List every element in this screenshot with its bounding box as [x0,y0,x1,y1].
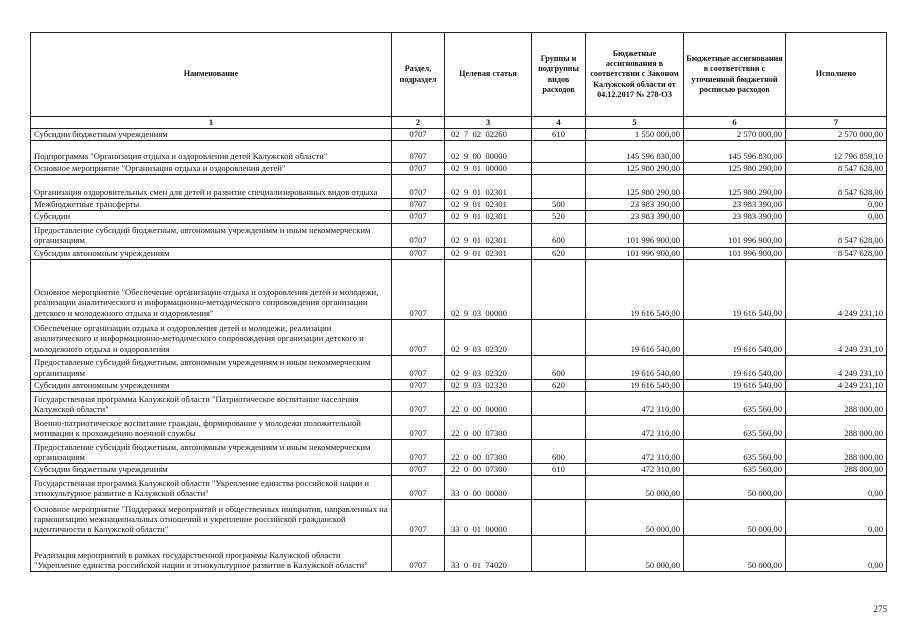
row-article: 02 9 01 02301 [445,223,532,247]
col-number: 1 [31,117,392,129]
row-group [532,141,586,163]
row-name: Предоставление субсидий бюджетным, автономным учреждениям и иным некоммерческим организациям [31,355,392,379]
row-law: 125 980 290,00 [586,163,684,175]
row-section: 0707 [392,355,445,379]
row-article: 02 7 02 02260 [445,129,532,141]
row-section: 0707 [392,319,445,355]
table-row [31,319,887,355]
row-law: 50 000,00 [586,535,684,571]
header-groups: Группы и подгруппы видов расходов [532,33,586,117]
row-updated: 125 980 290,00 [684,175,786,199]
row-section: 0707 [392,535,445,571]
row-updated: 101 996 900,00 [684,223,786,247]
row-name: Реализация мероприятий в рамках государственной программы Калужской области "Укрепление единства российской нации и этнокультурное развитие в Калужской области" [31,535,392,571]
row-executed: 288 000,00 [786,463,887,475]
row-executed: 4 249 231,10 [786,355,887,379]
table-row [31,259,887,319]
row-section: 0707 [392,475,445,499]
row-law: 19 616 540,00 [586,355,684,379]
row-executed: 4 249 231,10 [786,319,887,355]
row-section: 0707 [392,499,445,535]
col-number: 3 [445,117,532,129]
col-number: 4 [532,117,586,129]
row-updated: 125 980 290,00 [684,163,786,175]
row-article: 02 9 01 02301 [445,199,532,211]
row-article: 02 9 01 02301 [445,247,532,259]
table-row [31,211,887,223]
row-group [532,415,586,439]
row-executed: 2 570 000,00 [786,129,887,141]
row-updated: 635 560,00 [684,439,786,463]
row-article: 02 9 00 00000 [445,141,532,163]
row-updated: 50 000,00 [684,535,786,571]
row-group [532,499,586,535]
row-group [532,259,586,319]
row-name: Предоставление субсидий бюджетным, автономным учреждениям и иным некоммерческим организациям [31,439,392,463]
row-group [532,391,586,415]
row-law: 50 000,00 [586,499,684,535]
table-row [31,223,887,247]
row-section: 0707 [392,259,445,319]
row-updated: 635 560,00 [684,391,786,415]
table-row [31,415,887,439]
row-executed: 288 000,00 [786,415,887,439]
row-executed: 288 000,00 [786,439,887,463]
row-executed: 0,00 [786,499,887,535]
header-section: Раздел, подраздел [392,33,445,117]
table-row [31,535,887,571]
row-name: Основное мероприятие "Организация отдыха и оздоровления детей" [31,163,392,175]
col-number: 7 [786,117,887,129]
row-law: 19 616 540,00 [586,259,684,319]
header-row [31,33,887,117]
row-section: 0707 [392,439,445,463]
column-numbers-row [31,117,887,129]
row-section: 0707 [392,415,445,439]
table-row [31,141,887,163]
row-executed: 0,00 [786,211,887,223]
row-law: 50 000,00 [586,475,684,499]
row-name: Обеспечение организации отдыха и оздоровления детей и молодежи, реализации аналитического и информационно-методического сопровождения организации детского и молодежного отдыха и оздоровления [31,319,392,355]
row-law: 125 980 290,00 [586,175,684,199]
row-law: 472 310,00 [586,463,684,475]
row-executed: 288 000,00 [786,391,887,415]
table-row [31,163,887,175]
row-name: Государственная программа Калужской области "Патриотическое воспитание населения Калужской области" [31,391,392,415]
row-section: 0707 [392,379,445,391]
row-article: 22 0 00 07300 [445,439,532,463]
row-section: 0707 [392,129,445,141]
row-updated: 19 616 540,00 [684,259,786,319]
header-article: Целевая статья [445,33,532,117]
row-group: 600 [532,355,586,379]
row-executed: 12 796 859,10 [786,141,887,163]
row-group [532,319,586,355]
row-updated: 101 996 900,00 [684,247,786,259]
header-name: Наименование [31,33,392,117]
row-executed: 8 547 628,00 [786,175,887,199]
row-law: 101 996 900,00 [586,223,684,247]
row-article: 02 9 03 02320 [445,355,532,379]
row-section: 0707 [392,163,445,175]
row-updated: 145 596 830,00 [684,141,786,163]
row-name: Основное мероприятие "Поддержка мероприятий и общественных инициатив, направленных на гармонизацию межнациональных отношений и укрепление российской гражданской идентичности в Калужской области" [31,499,392,535]
header-executed: Исполнено [786,33,887,117]
page-number: 275 [873,604,887,614]
table-row [31,439,887,463]
row-name: Подпрограмма "Организация отдыха и оздоровления детей Калужской области" [31,141,392,163]
header-updated: Бюджетные ассигнования в соответствии с уточненной бюджетной росписью расходов [684,33,786,117]
row-law: 1 550 000,00 [586,129,684,141]
row-group [532,535,586,571]
row-group [532,475,586,499]
row-group [532,163,586,175]
row-law: 19 616 540,00 [586,319,684,355]
row-name: Предоставление субсидий бюджетным, автономным учреждениям и иным некоммерческим организациям [31,223,392,247]
row-executed: 0,00 [786,199,887,211]
budget-table [30,32,887,572]
row-name: Субсидии бюджетным учреждениям [31,463,392,475]
row-updated: 2 570 000,00 [684,129,786,141]
row-executed: 8 547 628,00 [786,163,887,175]
table-row [31,175,887,199]
row-group: 610 [532,463,586,475]
row-article: 02 9 03 02320 [445,379,532,391]
row-article: 02 9 03 02320 [445,319,532,355]
row-name: Субсидии бюджетным учреждениям [31,129,392,141]
row-name: Субсидии автономным учреждениям [31,247,392,259]
row-article: 33 0 01 74020 [445,535,532,571]
row-group [532,175,586,199]
table-row [31,391,887,415]
row-law: 23 983 390,00 [586,211,684,223]
row-law: 472 310,00 [586,415,684,439]
row-name: Субсидии автономным учреждениям [31,379,392,391]
row-law: 19 616 540,00 [586,379,684,391]
row-name: Организация оздоровительных смен для детей и развитие специализированных видов отдыха [31,175,392,199]
row-section: 0707 [392,391,445,415]
table-row [31,463,887,475]
table-row [31,199,887,211]
row-article: 22 0 00 07300 [445,415,532,439]
row-name: Межбюджетные трансферты [31,199,392,211]
col-number: 2 [392,117,445,129]
row-updated: 50 000,00 [684,499,786,535]
row-article: 02 9 01 02301 [445,211,532,223]
header-law: Бюджетные ассигнования в соответствии с Законом Калужской области от 04.12.2017 № 278-ОЗ [586,33,684,117]
col-number: 5 [586,117,684,129]
row-group: 600 [532,223,586,247]
row-updated: 635 560,00 [684,463,786,475]
row-article: 22 0 00 00000 [445,391,532,415]
table-row [31,355,887,379]
table-row [31,379,887,391]
row-law: 145 596 830,00 [586,141,684,163]
row-section: 0707 [392,463,445,475]
col-number: 6 [684,117,786,129]
row-updated: 19 616 540,00 [684,319,786,355]
row-executed: 4 249 231,10 [786,259,887,319]
row-group: 520 [532,211,586,223]
row-article: 22 0 00 07300 [445,463,532,475]
row-law: 472 310,00 [586,439,684,463]
row-section: 0707 [392,247,445,259]
row-article: 02 9 01 02301 [445,175,532,199]
row-law: 472 310,00 [586,391,684,415]
table-row [31,499,887,535]
row-updated: 19 616 540,00 [684,379,786,391]
row-name: Субсидии [31,211,392,223]
row-name: Государственная программа Калужской области "Укрепление единства российской нации и этнокультурное развитие в Калужской области" [31,475,392,499]
row-updated: 635 560,00 [684,415,786,439]
row-law: 101 996 900,00 [586,247,684,259]
row-group: 620 [532,379,586,391]
row-updated: 23 983 390,00 [684,211,786,223]
row-group: 600 [532,439,586,463]
table-row [31,475,887,499]
row-section: 0707 [392,223,445,247]
row-executed: 8 547 628,00 [786,223,887,247]
row-section: 0707 [392,199,445,211]
row-group: 610 [532,129,586,141]
row-executed: 8 547 628,00 [786,247,887,259]
row-executed: 0,00 [786,535,887,571]
row-article: 02 9 01 00000 [445,163,532,175]
row-updated: 23 983 390,00 [684,199,786,211]
row-name: Военно-патриотическое воспитание граждан, формирование у молодежи положительной мотивации к прохождению военной службы [31,415,392,439]
row-group: 620 [532,247,586,259]
table-row [31,247,887,259]
row-group: 500 [532,199,586,211]
row-law: 23 983 390,00 [586,199,684,211]
table-row [31,129,887,141]
row-updated: 50 000,00 [684,475,786,499]
row-article: 33 0 01 00000 [445,499,532,535]
row-article: 02 9 03 00000 [445,259,532,319]
row-name: Основное мероприятие "Обеспечение организации отдыха и оздоровления детей и молодежи, реализации аналитического и информационно-методического сопровождения организации детского и молодежного отдыха и оздоровления" [31,259,392,319]
row-article: 33 0 00 00000 [445,475,532,499]
row-executed: 4 249 231,10 [786,379,887,391]
row-section: 0707 [392,211,445,223]
row-executed: 0,00 [786,475,887,499]
row-section: 0707 [392,141,445,163]
table-body [31,129,887,572]
row-updated: 19 616 540,00 [684,355,786,379]
row-section: 0707 [392,175,445,199]
